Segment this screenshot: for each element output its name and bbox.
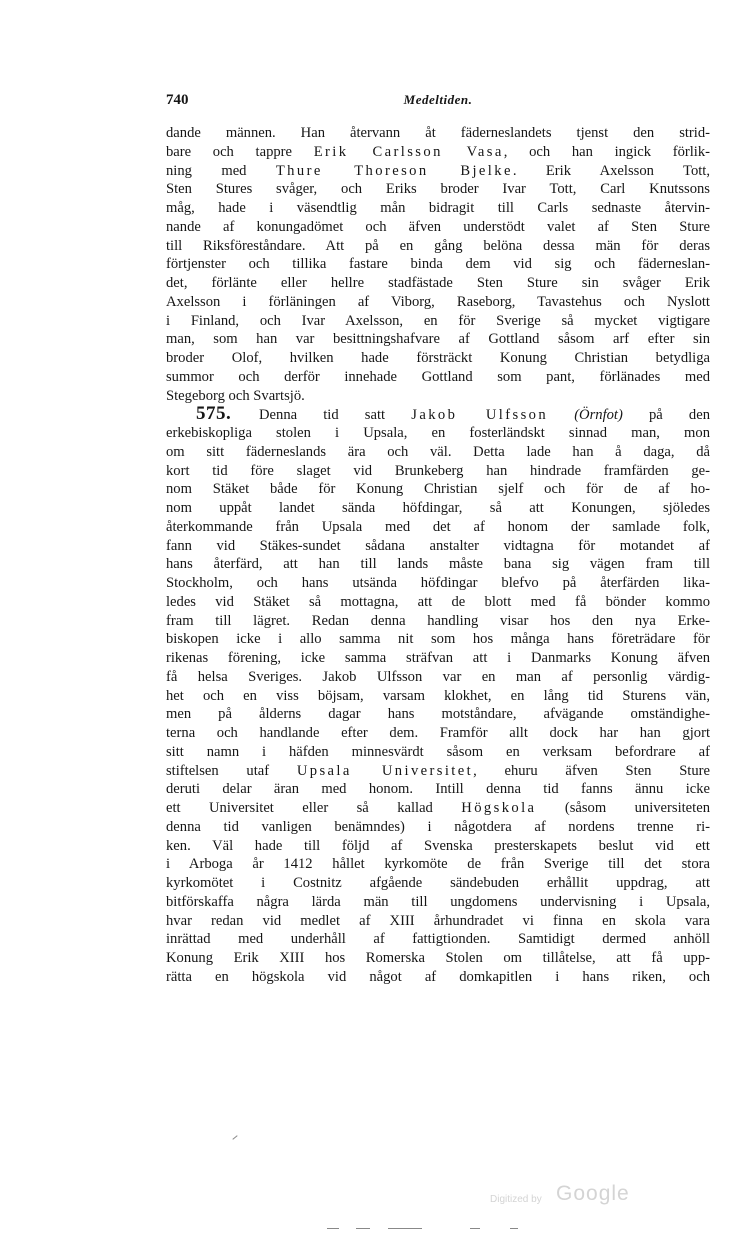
line-text-after: , ehuru äfven Sten Sture — [473, 762, 710, 779]
line-text: ledes vid Stäket så mottagna, att de blott med få bönder kommo — [166, 593, 710, 610]
text-line — [166, 949, 710, 968]
text-line — [166, 368, 710, 387]
line-text: kort tid före slaget vid Brunkeberg han hindrade framfärden ge- — [166, 462, 710, 479]
text-line — [166, 612, 710, 631]
line-text: fann vid Stäkes-sundet sådana anstalter vidtagna för motandet af — [166, 537, 710, 554]
line-text: het och en viss böjsam, varsam klokhet, en lång tid Sturens vän, — [166, 687, 710, 704]
line-text: broder Olof, hvilken hade försträckt Konung Christian betydliga — [166, 350, 710, 366]
spaced-name: Högskola — [461, 800, 537, 816]
text-line — [166, 443, 710, 462]
line-text-after: (såsom universiteten — [536, 800, 710, 816]
line-text: Konung Erik XIII hos Romerska Stolen om tillåtelse, att få upp- — [166, 950, 710, 966]
text-line — [166, 124, 710, 143]
text-line — [166, 668, 710, 687]
line-text: hvar redan vid medlet af XIII århundradet vi finna en skola vara — [166, 912, 710, 929]
body-text — [166, 124, 710, 987]
text-line — [166, 518, 710, 537]
line-text: måg, hade i väsendtlig mån bidragit till Carls sednaste återvin- — [166, 200, 710, 216]
text-line — [166, 199, 710, 218]
text-line — [166, 162, 710, 181]
line-text: Stockholm, och hans utsända höfdingar blefvo på återfärden lika- — [166, 575, 710, 591]
text-line — [166, 499, 710, 518]
text-line — [166, 762, 710, 781]
line-text: nom Stäket både för Konung Christian sjelf och för de af ho- — [166, 481, 710, 498]
text-line — [166, 424, 710, 443]
line-text: ett Universitet eller så kallad — [166, 800, 462, 816]
text-line — [166, 743, 710, 762]
line-text: i Finland, och Ivar Axelsson, en för Sverige så mycket vigtigare — [166, 312, 710, 329]
line-text: men på ålderns dagar hans motståndare, afvägande omständighe- — [166, 706, 710, 723]
line-text: Denna tid satt — [259, 407, 412, 424]
line-text: kyrkomötet i Costnitz afgående sändebuden erhållit uppdrag, att — [166, 875, 710, 891]
spaced-name: Thure Thoreson Bjelke — [275, 162, 513, 179]
line-text: inrättad med underhåll af fattigtionden. Samtidigt dermed anhöll — [166, 931, 710, 948]
line-text: deruti delar äran med honom. Intill denna tid fanns ännu icke — [166, 781, 710, 798]
text-line — [166, 705, 710, 724]
text-line — [166, 649, 710, 668]
italic-text: (Örnfot) — [548, 407, 623, 424]
text-line — [166, 855, 710, 874]
text-line — [166, 462, 710, 481]
bottom-rule-5 — [510, 1228, 518, 1229]
line-text: biskopen icke i allo samma nit som hos många hans företrädare för — [166, 631, 710, 648]
text-line — [166, 387, 710, 406]
line-text: stiftelsen utaf — [166, 762, 297, 779]
text-line — [166, 780, 710, 799]
line-text: nande af konungadömet och äfven understödt valet af Sten Sture — [166, 218, 710, 235]
page-number: 740 — [166, 92, 189, 108]
line-text: Stegeborg och Svartsjö. — [166, 387, 305, 404]
line-text: Sten Stures svåger, och Eriks broder Ivar Tott, Carl Knutssons — [166, 181, 710, 198]
pencil-mark — [232, 1135, 237, 1140]
line-text: denna tid vanligen benämndes) i någotdera af nordens trenne ri- — [166, 818, 710, 835]
text-line — [166, 893, 710, 912]
line-text: rätta en högskola vid något af domkapitlen i hans riken, och — [166, 968, 710, 985]
text-line — [166, 799, 710, 818]
line-text: terna och handlande efter dem. Framför allt dock har han gjort — [166, 725, 710, 741]
line-text: dande männen. Han återvann åt fäderneslandets tjenst den strid- — [166, 125, 710, 141]
line-text: sitt namn i häfden minnesvärdt såsom en verksam befordrare af — [166, 743, 710, 760]
line-text: till Riksföreståndare. Att på en gång belöna dessa män för deras — [166, 237, 710, 254]
line-text: ken. Väl hade till följd af Svenska presterskapets beslut vid ett — [166, 837, 710, 854]
line-text: ning med — [166, 162, 276, 179]
text-line — [166, 874, 710, 893]
text-line — [166, 574, 710, 593]
line-text-after: , och han ingick förlik- — [503, 143, 710, 160]
running-head: Medeltiden. — [403, 92, 473, 107]
page-header — [166, 92, 710, 114]
spaced-name: Erik Carlsson Vasa — [313, 143, 504, 160]
text-line — [166, 968, 710, 987]
bottom-rule-3 — [388, 1228, 422, 1229]
line-text: rikenas förening, icke samma sträfvan att i Danmarks Konung äfven — [166, 650, 710, 666]
text-line — [166, 143, 710, 162]
line-text-after: . Erik Axelsson Tott, — [512, 162, 710, 179]
line-text: nom uppåt landet sända höfdingar, så att Konungen, sjöledes — [166, 500, 710, 516]
text-line — [166, 537, 710, 556]
line-text: fram till lägret. Redan denna handling visar hos den nya Erke- — [166, 612, 710, 629]
text-line — [166, 312, 710, 331]
bottom-rule-4 — [470, 1228, 480, 1229]
text-line — [166, 237, 710, 256]
text-line — [166, 274, 710, 293]
text-line — [166, 218, 710, 237]
line-text: få helsa Sveriges. Jakob Ulfsson var en man af personlig värdig- — [166, 668, 710, 685]
line-text: summor och derför innehade Gottland som pant, förlänades med — [166, 368, 710, 385]
text-line — [166, 255, 710, 274]
spaced-name: Upsala Universitet — [296, 762, 474, 779]
bottom-rule-1 — [327, 1228, 339, 1229]
text-line — [166, 180, 710, 199]
text-line — [166, 330, 710, 349]
text-line — [166, 555, 710, 574]
text-line — [166, 405, 710, 424]
spaced-name: Jakob Ulfsson — [411, 407, 549, 424]
line-text: erkebiskopliga stolen i Upsala, en fosterländskt sinnad man, mon — [166, 425, 710, 441]
text-line — [166, 818, 710, 837]
line-text: återkommande från Upsala med det af honom der samlade folk, — [166, 518, 710, 535]
line-text: förtjenster och tillika fastare binda dem vid sig och fäderneslan- — [166, 256, 710, 273]
text-line — [166, 912, 710, 931]
text-line — [166, 837, 710, 856]
line-text: det, förlänte eller hellre stadfästade Sten Sture sin svåger Erik — [166, 275, 710, 291]
section-number: 575. — [196, 405, 260, 424]
line-text: Axelsson i förläningen af Viborg, Raseborg, Tavastehus och Nyslott — [166, 293, 710, 310]
line-text: om sitt fäderneslands ära och väl. Detta lade han å daga, då — [166, 443, 710, 460]
line-text: bitförskaffa några lärda män till ungdomens undervisning i Upsala, — [166, 893, 710, 910]
line-text: man, som han var besittningshafvare af Gottland såsom arf efter sin — [166, 331, 710, 348]
text-line — [166, 349, 710, 368]
line-text: hans återfärd, att han till lands måste bana sig vägen fram till — [166, 556, 710, 573]
digitization-watermark — [490, 1182, 660, 1210]
google-logo: Google — [556, 1182, 630, 1205]
line-text: i Arboga år 1412 hållet kyrkomöte de från Sverige till det stora — [166, 856, 710, 873]
line-text: bare och tappre — [166, 143, 314, 160]
text-line — [166, 593, 710, 612]
watermark-small: Digitized by — [490, 1194, 542, 1205]
text-line — [166, 630, 710, 649]
bottom-rule-2 — [356, 1228, 370, 1229]
text-line — [166, 687, 710, 706]
text-line — [166, 293, 710, 312]
text-line — [166, 930, 710, 949]
line-text-after: på den — [622, 407, 710, 424]
text-line — [166, 480, 710, 499]
text-line — [166, 724, 710, 743]
